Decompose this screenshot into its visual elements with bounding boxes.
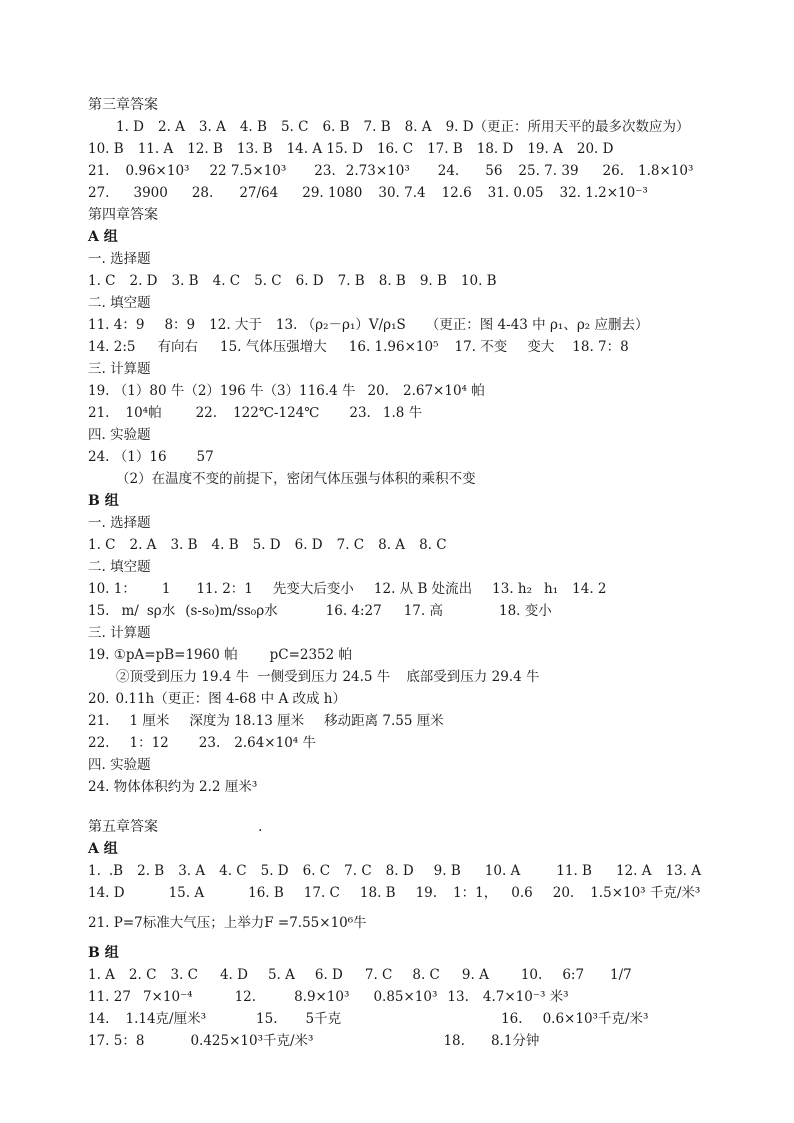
text-segment: 10. 1： [88, 581, 136, 597]
text-line [88, 964, 778, 986]
text-segment: 10⁴帕 [125, 405, 162, 421]
text-segment: 1. A [88, 967, 115, 983]
text-segment: 17. 5：8 [88, 1033, 145, 1049]
text-segment: 13. h₂ [492, 581, 533, 597]
text-segment: 57 [196, 449, 214, 465]
text-segment: 122℃-124℃ [233, 405, 320, 421]
text-segment: 0.85×10³ [373, 989, 438, 1005]
text-line [88, 490, 778, 512]
text-segment: 7×10⁻⁴ [142, 989, 193, 1005]
text-segment: 11. A [137, 141, 174, 157]
text-line [88, 882, 778, 904]
text-segment: 四. 实验题 [88, 757, 151, 773]
text-segment: 7. C [344, 863, 372, 879]
text-segment: （2）在温度不变的前提下，密闭气体压强与体积的乘积不变 [116, 471, 476, 487]
text-line [88, 380, 778, 402]
text-segment: 17. B [427, 141, 463, 157]
text-line [88, 754, 778, 776]
text-segment: 14. A 15. D [286, 141, 363, 157]
text-line [88, 838, 778, 860]
text-segment: 29. 1080 [302, 185, 363, 201]
text-segment: 30. 7.4 [378, 185, 426, 201]
text-segment: 14. 2 [572, 581, 607, 597]
text-line [88, 468, 778, 490]
text-segment: 底部受到压力 29.4 牛 [406, 669, 540, 685]
text-segment: 1. D [116, 119, 144, 135]
text-segment: 10. B [460, 273, 497, 289]
text-segment: 21. P=7标准大气压；上举力F =7.55×10⁶牛 [88, 915, 367, 931]
text-line [88, 1008, 778, 1030]
text-line [88, 986, 778, 1008]
text-segment: 12. B [187, 141, 223, 157]
text-segment: 1 厘米 [129, 713, 170, 729]
text-segment: 4. D [219, 967, 248, 983]
text-segment: 8.9×10³ [294, 989, 350, 1005]
text-segment: 一. 选择题 [88, 515, 151, 531]
text-segment: 56 [485, 163, 503, 179]
text-segment: 11. 2：1 [196, 581, 253, 597]
text-segment: 5. D [252, 537, 281, 553]
text-segment: 第五章答案 [88, 819, 158, 835]
text-segment: 16. [501, 1011, 523, 1027]
text-segment: 24. 物体体积约为 2.2 厘米³ [88, 779, 258, 795]
text-segment: 4. C [212, 273, 241, 289]
text-segment: 1 [161, 581, 171, 597]
text-segment: .B [108, 863, 124, 879]
text-segment: 18. 变小 [498, 603, 552, 619]
text-segment: 8.1分钟 [490, 1033, 540, 1049]
text-segment: 16. 1.96×10⁵ [348, 339, 439, 355]
text-segment: 1：1， [453, 885, 498, 901]
text-segment: 15. 气体压强增大 [220, 339, 327, 355]
text-line [88, 912, 778, 934]
text-line [88, 226, 778, 248]
text-line [88, 116, 778, 138]
text-line [88, 94, 778, 116]
text-segment: 变大 [527, 339, 555, 355]
text-segment: 19. （1）80 牛（2）196 牛（3）116.4 牛 [88, 383, 356, 399]
text-segment: 16. 4:27 [325, 603, 382, 619]
text-line [88, 446, 778, 468]
text-segment: 27. [88, 185, 110, 201]
text-segment: 12. 大于 [209, 317, 262, 333]
text-segment: 7. C [336, 537, 365, 553]
text-segment: 6. B [322, 119, 350, 135]
text-segment: 6. D [294, 537, 323, 553]
text-segment: 5. D [260, 863, 289, 879]
text-segment: 21. [88, 713, 110, 729]
text-segment: 16. C [376, 141, 414, 157]
text-line [88, 942, 778, 964]
text-segment: 1. C [88, 537, 116, 553]
text-segment: 9. A [461, 967, 489, 983]
text-segment: 7. B [337, 273, 365, 289]
text-segment: 第四章答案 [88, 207, 158, 223]
text-segment: 5. A [267, 967, 295, 983]
text-segment: 四. 实验题 [88, 427, 151, 443]
text-segment: 14. 2:5 [88, 339, 136, 355]
text-segment: 22. [195, 405, 218, 421]
text-segment: 5千克 [305, 1011, 342, 1027]
text-segment: 22 7.5×10³ [209, 163, 287, 179]
text-segment: 23. [349, 405, 371, 421]
text-segment: 18. D [476, 141, 514, 157]
text-segment: 13. B [236, 141, 273, 157]
text-segment: 8. B [378, 273, 406, 289]
text-segment: 三. 计算题 [88, 361, 151, 377]
text-segment: 6. C [302, 863, 331, 879]
text-segment: h₁ [544, 581, 559, 597]
text-segment: 2. B [137, 863, 165, 879]
text-segment: 4. B [239, 119, 267, 135]
text-segment: sρ水 [146, 603, 176, 619]
text-line [88, 556, 778, 578]
text-segment: 3. B [171, 273, 199, 289]
text-segment: 3. B [170, 537, 198, 553]
text-segment: 10. B [88, 141, 124, 157]
text-segment: 二. 填空题 [88, 559, 151, 575]
text-segment: 0.11h（更正：图 4-68 中 A 改成 h） [115, 691, 346, 707]
text-segment: 19. A [527, 141, 563, 157]
text-segment: m/ [121, 603, 139, 619]
text-segment: 一侧受到压力 24.5 牛 [257, 669, 391, 685]
text-segment: 2.64×10⁴ 牛 [234, 735, 317, 751]
text-line [88, 666, 778, 688]
text-line [88, 688, 778, 710]
text-segment: 20. [552, 885, 575, 901]
text-line [88, 860, 778, 882]
text-segment: 20. [88, 691, 110, 707]
text-segment: 9. B [419, 273, 447, 289]
text-segment: 5. C [254, 273, 282, 289]
text-line [88, 578, 778, 600]
text-segment: 15. [88, 603, 110, 619]
text-segment: 8. A [404, 119, 432, 135]
text-segment: 三. 计算题 [88, 625, 151, 641]
text-segment: 9. B [433, 863, 461, 879]
text-segment: 1. C [88, 273, 116, 289]
text-segment: 23. [198, 735, 221, 751]
text-segment: 1.8 牛 [382, 405, 423, 421]
text-line [88, 314, 778, 336]
text-segment: 2. C [128, 967, 157, 983]
text-segment: 4.7×10⁻³ 米³ [482, 989, 569, 1005]
text-segment: 17. 高 [403, 603, 443, 619]
text-line [88, 358, 778, 380]
text-segment: 14. [88, 1011, 110, 1027]
text-segment: 2. A [129, 537, 157, 553]
text-segment: B 组 [88, 493, 119, 509]
text-segment: 21. [88, 163, 110, 179]
text-segment: 14. D [88, 885, 125, 901]
text-segment: 13. （ρ₂－ρ₁）V/ρ₁S [275, 317, 406, 333]
text-segment: 8：9 [164, 317, 196, 333]
text-segment: 17. 不变 [454, 339, 508, 355]
text-segment: 6. D [295, 273, 324, 289]
text-segment: 0.96×10³ [125, 163, 190, 179]
text-segment: 0.6 [511, 885, 533, 901]
text-segment: 18. 7：8 [572, 339, 629, 355]
text-segment: 12. 从 B 处流出 [373, 581, 473, 597]
text-line [88, 182, 778, 204]
text-segment: 12. A [615, 863, 652, 879]
text-segment: 11. 4：9 [88, 317, 145, 333]
text-segment: 移动距离 7.55 厘米 [324, 713, 444, 729]
text-segment: 15. [256, 1011, 278, 1027]
text-segment: 2. A [158, 119, 185, 135]
text-segment: 3. A [178, 863, 206, 879]
text-segment: 8. C [412, 967, 440, 983]
text-segment: 21. [88, 405, 110, 421]
text-segment: 3900 [133, 185, 168, 201]
text-line [88, 644, 778, 666]
text-line [88, 710, 778, 732]
text-line [88, 534, 778, 556]
text-segment: 8. D [385, 863, 414, 879]
text-line [88, 622, 778, 644]
text-segment: 10. A [484, 863, 521, 879]
text-line [88, 248, 778, 270]
text-segment: 1.14克/厘米³ [125, 1011, 207, 1027]
text-segment: 24. [437, 163, 460, 179]
text-line [88, 776, 778, 798]
text-segment: 有向右 [157, 339, 198, 355]
text-segment: 24. （1）16 [88, 449, 167, 465]
text-line [88, 160, 778, 182]
text-segment: 3. C [170, 967, 198, 983]
text-segment: 5. C [280, 119, 309, 135]
text-segment: 25. 7. 39 [518, 163, 579, 179]
text-segment: （更正：图 4-43 中 ρ₁、ρ₂ 应删去） [425, 317, 649, 333]
text-segment: (s-s₀)m/ss₀ρ水 [185, 603, 278, 619]
text-segment: 15. A [168, 885, 205, 901]
text-segment: 20. D [576, 141, 614, 157]
text-segment: 20. [367, 383, 389, 399]
text-segment: 19. [415, 885, 438, 901]
text-segment: 26. [602, 163, 625, 179]
text-line [88, 512, 778, 534]
text-segment: 4. C [219, 863, 247, 879]
text-line [88, 600, 778, 622]
text-segment: 32. 1.2×10⁻³ [559, 185, 648, 201]
text-segment: B 组 [88, 945, 119, 961]
text-segment: 深度为 18.13 厘米 [189, 713, 305, 729]
text-segment: 1/7 [610, 967, 632, 983]
text-segment: 1. [88, 863, 101, 879]
answer-document [88, 94, 778, 1052]
text-segment: 二. 填空题 [88, 295, 151, 311]
text-segment: 19. ①pA=pB=1960 帕 [88, 647, 238, 663]
text-segment: pC=2352 帕 [269, 647, 353, 663]
text-line [88, 336, 778, 358]
text-segment: 23. [314, 163, 336, 179]
text-segment: 27/64 [239, 185, 279, 201]
text-segment: 22. [88, 735, 110, 751]
text-line [88, 270, 778, 292]
text-segment: 12.6 [441, 185, 472, 201]
text-segment: 12. [234, 989, 257, 1005]
text-segment: 一. 选择题 [88, 251, 151, 267]
text-segment: 18. B [359, 885, 396, 901]
text-segment: 8. C [419, 537, 447, 553]
text-segment: 3. A [198, 119, 226, 135]
text-line [88, 402, 778, 424]
text-segment: 6. D [314, 967, 343, 983]
text-segment: 11. B [556, 863, 592, 879]
text-segment: 28. [191, 185, 214, 201]
text-segment: 2.67×10⁴ 帕 [402, 383, 485, 399]
text-line [88, 424, 778, 446]
text-segment: 1：12 [129, 735, 169, 751]
text-segment: 0.6×10³千克/米³ [542, 1011, 649, 1027]
text-segment: 9. D（更正：所用天平的最多次数应为） [445, 119, 690, 135]
text-segment: 8. A [378, 537, 406, 553]
text-segment: 4. B [211, 537, 239, 553]
text-segment: 2.73×10³ [345, 163, 410, 179]
text-segment: 2. D [129, 273, 158, 289]
text-segment: A 组 [88, 229, 118, 245]
text-segment: 第三章答案 [88, 97, 158, 113]
text-segment: 7. B [363, 119, 391, 135]
text-segment: 1.5×10³ 千克/米³ [590, 885, 701, 901]
text-segment: 10. [520, 967, 543, 983]
text-segment: ②顶受到压力 19.4 牛 [116, 669, 250, 685]
text-segment: 先变大后变小 [272, 581, 354, 597]
text-segment: 0.425×10³千克/米³ [190, 1033, 314, 1049]
text-segment: 17. C [303, 885, 340, 901]
text-segment: 7. C [364, 967, 393, 983]
text-segment: 31. 0.05 [487, 185, 544, 201]
text-line [88, 204, 778, 226]
text-segment: 16. B [248, 885, 284, 901]
text-segment: 6:7 [562, 967, 585, 983]
text-segment: 18. [443, 1033, 465, 1049]
text-line [88, 1030, 778, 1052]
text-segment: 11. 27 [88, 989, 131, 1005]
text-line [88, 816, 778, 838]
text-line [88, 292, 778, 314]
text-segment: 13. A [665, 863, 701, 879]
text-segment: 1.8×10³ [638, 163, 694, 179]
text-line [88, 138, 778, 160]
text-segment: A 组 [88, 841, 118, 857]
text-line [88, 732, 778, 754]
text-segment: 13. [447, 989, 469, 1005]
text-segment: . [258, 819, 263, 835]
